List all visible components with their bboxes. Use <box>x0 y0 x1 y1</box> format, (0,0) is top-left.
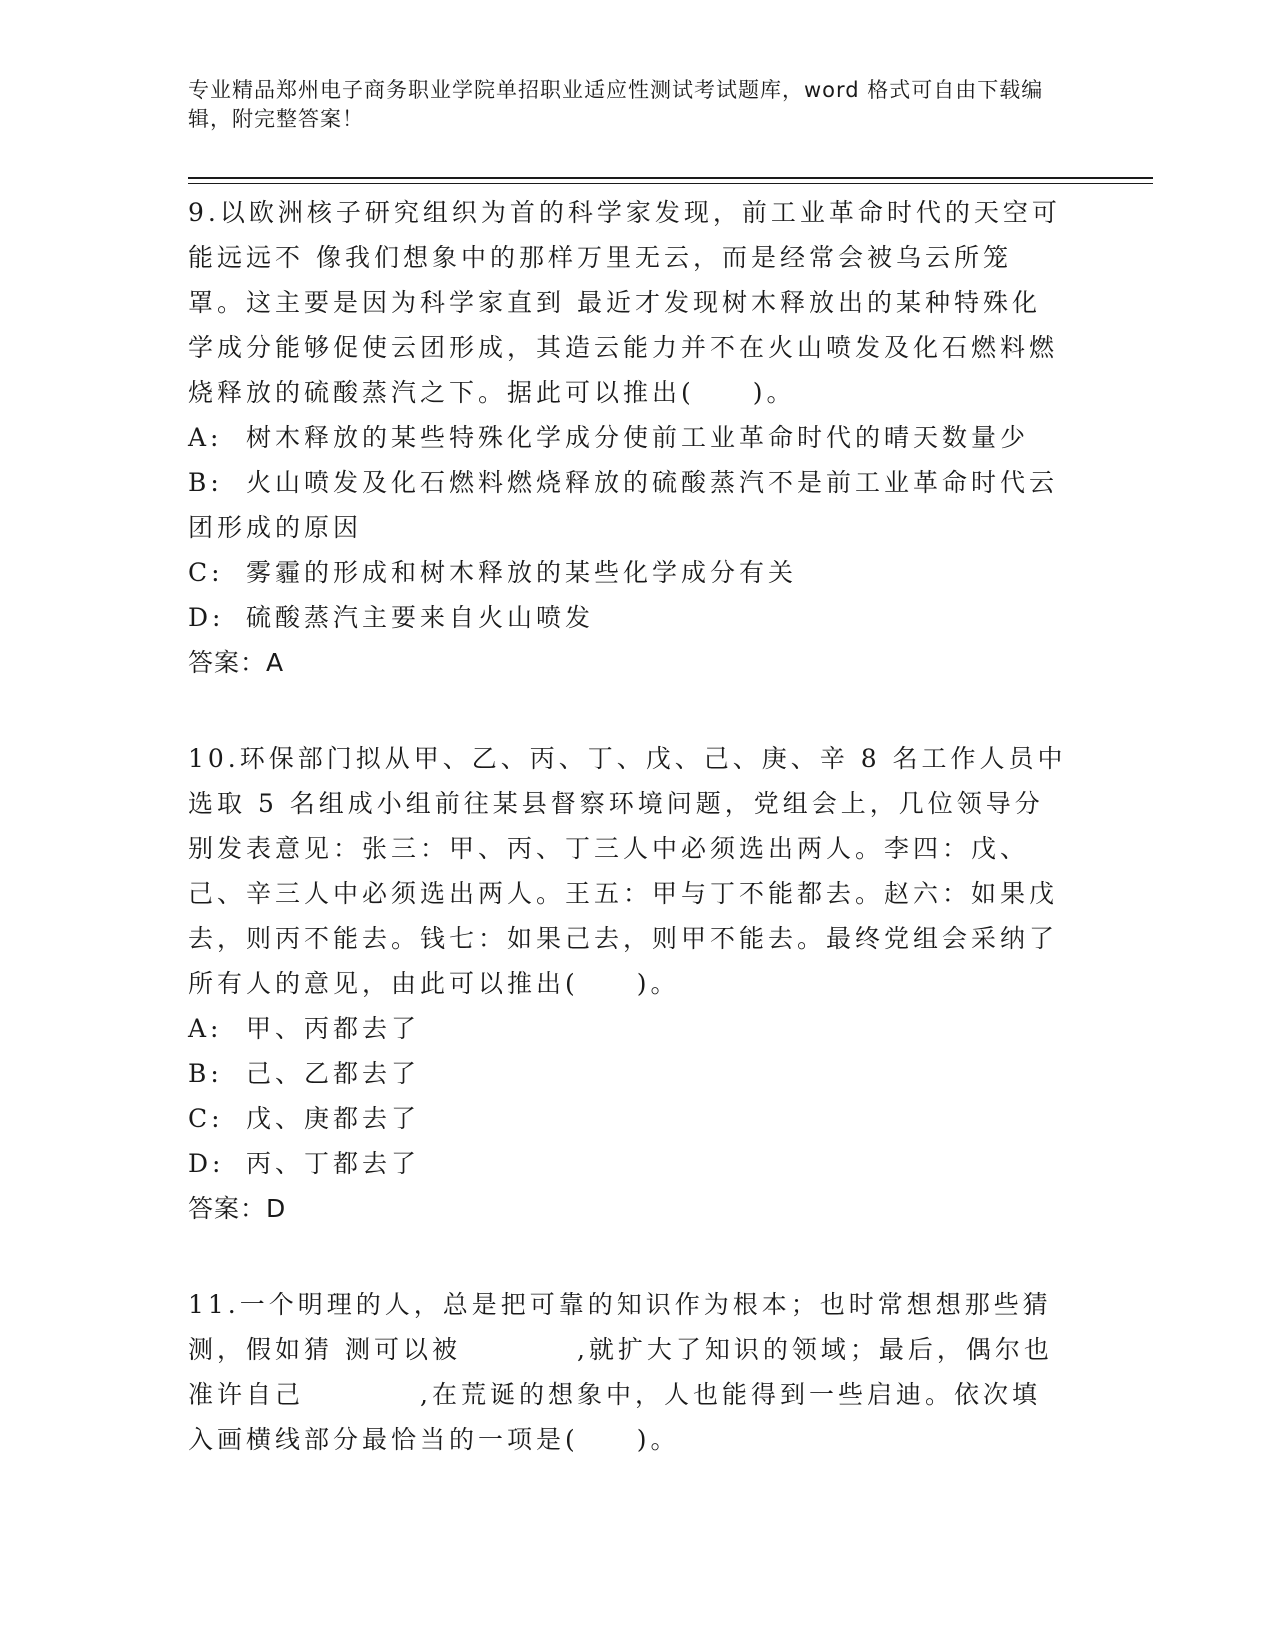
option-c <box>188 550 1068 595</box>
option-letter: C: <box>188 1104 224 1133</box>
header-divider-thin <box>188 183 1153 184</box>
option-letter: A: <box>188 423 223 452</box>
option-letter: D: <box>188 1149 225 1178</box>
question-stem: 11.一个明理的人，总是把可靠的知识作为根本；也时常想想那些猜测，假如猜 测可以被 ,就扩大了知识的领域；最后，偶尔也准许自己 ,在荒诞的想象中，人也能得到一些启迪。依次填入画横线部分最恰当的一项是( )。 <box>188 1290 1053 1454</box>
option-letter: A: <box>188 1014 223 1043</box>
option-d <box>188 1141 1068 1186</box>
option-letter: B: <box>188 468 223 497</box>
option-a <box>188 415 1068 460</box>
option-text: 丙、丁都去了 <box>246 1149 421 1178</box>
option-b <box>188 460 1068 550</box>
header-divider-thick <box>188 177 1153 179</box>
question-10 <box>188 736 1068 1232</box>
option-letter: C: <box>188 558 224 587</box>
header-text: 专业精品郑州电子商务职业学院单招职业适应性测试考试题库，word 格式可自由下载编辑，附完整答案！ <box>188 78 1044 131</box>
option-text: 己、乙都去了 <box>246 1059 421 1088</box>
question-11 <box>188 1282 1068 1462</box>
option-text: 硫酸蒸汽主要来自火山喷发 <box>246 603 595 632</box>
option-letter: B: <box>188 1059 223 1088</box>
question-stem: 10.环保部门拟从甲、乙、丙、丁、戊、己、庚、辛 8 名工作人员中选取 5 名组成小组前往某县督察环境问题，党组会上，几位领导分别发表意见：张三：甲、丙、丁三人中必须选出两人。李四：戊、己、辛三人中必须选出两人。王五：甲与丁不能都去。赵六：如果戊去，则丙不能去。钱七：如果己去，则甲不能去。最终党组会采纳了所有人的意见，由此可以推出( )。 <box>188 744 1067 998</box>
option-text: 甲、丙都去了 <box>246 1014 421 1043</box>
option-letter: D: <box>188 603 225 632</box>
answer-label: 答案：D <box>188 1194 287 1223</box>
option-b <box>188 1051 1068 1096</box>
option-d <box>188 595 1068 640</box>
option-text: 雾霾的形成和树木释放的某些化学成分有关 <box>246 558 798 587</box>
answer-label: 答案：A <box>188 648 285 677</box>
option-text: 火山喷发及化石燃料燃烧释放的硫酸蒸汽不是前工业革命时代云团形成的原因 <box>188 468 1059 542</box>
question-list <box>188 190 1068 1512</box>
option-a <box>188 1006 1068 1051</box>
document-header <box>188 76 1068 134</box>
option-text: 戊、庚都去了 <box>246 1104 421 1133</box>
option-c <box>188 1096 1068 1141</box>
question-9 <box>188 190 1068 686</box>
option-text: 树木释放的某些特殊化学成分使前工业革命时代的晴天数量少 <box>246 423 1030 452</box>
question-stem: 9.以欧洲核子研究组织为首的科学家发现，前工业革命时代的天空可能远远不 像我们想象中的那样万里无云，而是经常会被乌云所笼罩。这主要是因为科学家直到 最近才发现树木释放出的某种特殊化学成分能够促使云团形成，其造云能力并不在火山喷发及化石燃料燃烧释放的硫酸蒸汽之下。据此可以推出( )。 <box>188 198 1061 407</box>
